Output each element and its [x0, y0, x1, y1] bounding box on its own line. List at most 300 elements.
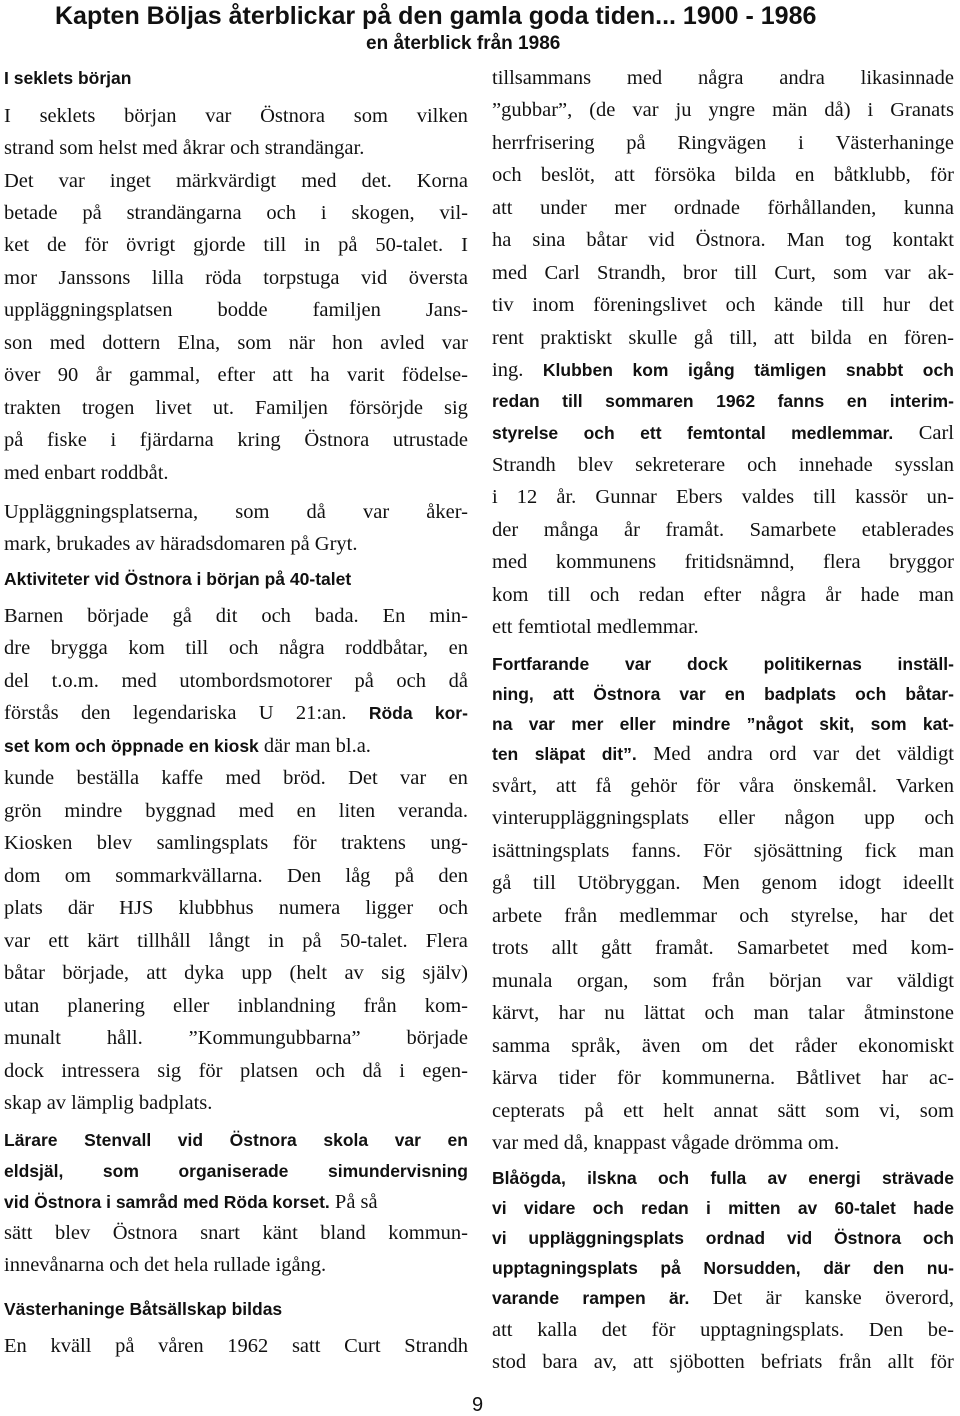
word: intressera [61, 1060, 140, 1082]
word: män [772, 99, 808, 121]
text-line [492, 356, 954, 384]
word: år. [556, 486, 577, 508]
word: att [555, 775, 577, 797]
bold-word: redan [641, 1198, 689, 1218]
word: långt [208, 930, 250, 952]
word: kanske [804, 1287, 862, 1309]
bold-word: ten [492, 744, 519, 764]
word: ket [4, 234, 30, 256]
word: sjöbotten [669, 1351, 745, 1373]
bold-word: na [492, 714, 513, 734]
word: började [406, 1027, 468, 1049]
word: praktiskt [540, 327, 613, 349]
word: många [543, 519, 599, 541]
bold-word: Röda [368, 703, 413, 723]
word: var [400, 767, 427, 789]
word: medlemmar [619, 905, 718, 927]
word: själv) [422, 962, 468, 984]
word: tillsammans [492, 67, 592, 89]
bold-word: Norsudden, [703, 1258, 801, 1278]
bold-word: fulla [710, 1168, 747, 1188]
word: med [301, 170, 337, 192]
bold-word: sommaren [605, 391, 694, 411]
word: be- [927, 1319, 954, 1341]
word: som [833, 262, 868, 284]
word: bland [320, 1222, 366, 1244]
word: att [614, 164, 635, 186]
word: på [584, 1100, 604, 1122]
text-run: ett femtiotal medlemmar. [492, 616, 699, 638]
word: befriats [760, 1351, 823, 1373]
word: arbete [492, 905, 543, 927]
word: Östnora [304, 429, 370, 451]
word: 50-talet. [375, 234, 444, 256]
word: och [739, 905, 769, 927]
bold-text-run: set kom och öppnade en kiosk [4, 736, 259, 756]
word: och [492, 164, 522, 186]
word: och [747, 454, 777, 476]
word: båtklubb, [833, 164, 911, 186]
word: ha [492, 229, 512, 251]
word: då [362, 1060, 382, 1082]
word: i [320, 202, 327, 224]
word: var [205, 105, 232, 127]
text-line [492, 451, 954, 479]
bold-word: tämligen [754, 360, 827, 380]
text-line [492, 1032, 954, 1060]
word: lilla [151, 267, 184, 289]
word: av [344, 962, 364, 984]
bold-word: medlemmar. [791, 423, 894, 443]
word: organ, [576, 970, 629, 992]
word: i [798, 132, 804, 154]
text-line [4, 1157, 468, 1185]
word: vil- [439, 202, 468, 224]
word: Ringvägen [677, 132, 767, 154]
bold-word: och [855, 684, 887, 704]
word: den [80, 702, 111, 724]
word: röda [205, 267, 242, 289]
word: bror [683, 262, 718, 284]
word: bodde [217, 299, 268, 321]
word: mer [614, 197, 647, 219]
bold-word: den [873, 1258, 905, 1278]
word: HJS [119, 897, 154, 919]
text-line [4, 134, 468, 162]
word: gammal, [128, 364, 201, 386]
word: väldigt [897, 970, 954, 992]
bold-word: Fortfarande [492, 654, 590, 674]
word: inblandning [237, 995, 336, 1017]
word: från [564, 905, 598, 927]
word: Östnora. [695, 229, 766, 251]
word: och [228, 637, 259, 659]
word: Curt, [774, 262, 816, 284]
bold-word: en [724, 684, 746, 704]
word: överord, [885, 1287, 954, 1309]
word: upp [241, 962, 273, 984]
word: redan [638, 584, 685, 606]
text-line [492, 1316, 954, 1344]
word: några [697, 67, 744, 89]
word: snart [200, 1222, 240, 1244]
word: hon [332, 332, 363, 354]
bold-word: på [660, 1258, 681, 1278]
text-line [4, 167, 468, 195]
word: kunna [903, 197, 954, 219]
word: blev [54, 1222, 91, 1244]
bold-word: och [583, 423, 615, 443]
text-line [4, 699, 468, 727]
word: klubbhus [178, 897, 254, 919]
bold-word: och [922, 1228, 954, 1248]
word: att [773, 327, 795, 349]
word: legendariska [132, 702, 237, 724]
word: med [626, 67, 663, 89]
word: man [918, 840, 954, 862]
word: hade [860, 584, 900, 606]
word: födelse- [401, 364, 468, 386]
bold-word: en [846, 391, 868, 411]
text-line [4, 426, 468, 454]
bold-word: strävade [881, 1168, 954, 1188]
word: var [812, 743, 840, 765]
word: isättningsplats [492, 840, 610, 862]
word: en [448, 767, 468, 789]
word: åtminstone [863, 1002, 954, 1024]
text-line [4, 764, 468, 792]
bold-word: redan [492, 391, 540, 411]
word: och [924, 807, 954, 829]
word: sommarkvällarna. [115, 865, 263, 887]
bold-word: vidare [523, 1198, 576, 1218]
word: framåt. [665, 519, 725, 541]
word: bilda [810, 327, 852, 349]
word: och [266, 202, 297, 224]
word: några [279, 637, 325, 659]
word: kom [128, 637, 165, 659]
word: Janssons [58, 267, 131, 289]
word: Ebers [675, 486, 723, 508]
word: En [382, 605, 406, 627]
word: fick [864, 840, 897, 862]
word: våren [158, 1335, 204, 1357]
word: till [185, 637, 209, 659]
bold-word: ”något [746, 714, 803, 734]
word: kommunens [555, 551, 657, 573]
word: för [292, 832, 317, 854]
text-line [492, 161, 954, 189]
bold-word: mindre [671, 714, 731, 734]
bold-word: kom [632, 360, 669, 380]
word: och [725, 294, 756, 316]
word: en [448, 637, 468, 659]
word: liten [338, 800, 376, 822]
word: sig [381, 962, 406, 984]
bold-word: ilskna [587, 1168, 637, 1188]
word: sig [444, 397, 468, 419]
word: i [867, 99, 874, 121]
word: som [919, 1100, 954, 1122]
word: ju [675, 99, 692, 121]
word: i [399, 1060, 405, 1082]
word: det [928, 294, 954, 316]
word: var [441, 332, 468, 354]
section-heading: Aktiviteter vid Östnora i början på 40-talet [4, 569, 352, 589]
word: U [258, 702, 274, 724]
word: man [918, 584, 954, 606]
word: Carl [544, 262, 580, 284]
word: ekonomiskt [858, 1035, 954, 1057]
word: livet [155, 397, 192, 419]
word: kalla [537, 1319, 578, 1341]
word: betade [4, 202, 58, 224]
word: kväll [50, 1335, 92, 1357]
word: har [881, 1067, 909, 1089]
word: med [852, 937, 888, 959]
text-line [4, 1089, 468, 1117]
word: Granats [890, 99, 954, 121]
word: bara [542, 1351, 578, 1373]
bold-word: nu- [926, 1258, 954, 1278]
word: Gunnar [595, 486, 657, 508]
word: språk, [571, 1035, 621, 1057]
text-line [4, 1126, 468, 1154]
word: allt [887, 1351, 914, 1373]
word: sätt [4, 1222, 33, 1244]
text-line [4, 1332, 468, 1360]
word: tog [845, 229, 872, 251]
word: ”Kommungubbarna” [188, 1027, 361, 1049]
text-run: med enbart roddbåt. [4, 462, 169, 484]
word: dit [215, 605, 238, 627]
word: svårt, [492, 775, 537, 797]
word: kommunerna. [661, 1067, 776, 1089]
word: samma [492, 1035, 551, 1057]
word: roddbåtar, [345, 637, 429, 659]
text-line [4, 894, 468, 922]
word: 12 [516, 486, 538, 508]
bold-word: en [447, 1130, 468, 1150]
text-line [492, 1284, 954, 1312]
bold-word: vid [786, 1228, 813, 1248]
word: för [930, 164, 954, 186]
word: (de [589, 99, 616, 121]
word: der [492, 519, 519, 541]
word: att [492, 1319, 513, 1341]
word: son [4, 332, 33, 354]
word: varit [346, 364, 385, 386]
word: år [825, 584, 842, 606]
text-line [4, 732, 468, 760]
word: uppläggningsplatsen [4, 299, 173, 321]
bold-word: kor- [434, 703, 468, 723]
bold-word: Klubben [542, 360, 613, 380]
word: för [651, 1319, 676, 1341]
word: grön [4, 800, 42, 822]
word: sekreterare [635, 454, 726, 476]
word: fanns. [631, 840, 681, 862]
word: ett [623, 1100, 644, 1122]
word: kom- [910, 937, 954, 959]
word: i [110, 429, 117, 451]
word: mindre [64, 800, 123, 822]
bold-word: till [562, 391, 583, 411]
bold-word: ett [640, 423, 662, 443]
word: valdes [741, 486, 795, 508]
bold-word: att [552, 684, 575, 704]
bold-word: Stenvall [84, 1130, 152, 1150]
word: på [338, 234, 358, 256]
text-line [492, 1194, 954, 1222]
word: munala [492, 970, 553, 992]
word: fjärdarna [139, 429, 214, 451]
text-line [492, 772, 954, 800]
word: bröd. [283, 767, 326, 789]
word: Man [786, 229, 825, 251]
word: i [492, 486, 498, 508]
text-line [492, 419, 954, 447]
text-line [4, 602, 468, 630]
word: idogt [838, 872, 882, 894]
word: Carl [918, 422, 954, 444]
word: mor [4, 267, 38, 289]
word: kring [237, 429, 281, 451]
bold-word: i [705, 1198, 711, 1218]
word: om [701, 1035, 728, 1057]
word: tider [558, 1067, 597, 1089]
word: kärt [87, 930, 119, 952]
word: Korna [416, 170, 468, 192]
word: man [753, 1002, 789, 1024]
word: sjösättning [753, 840, 843, 862]
text-line [492, 869, 954, 897]
word: annat [713, 1100, 758, 1122]
word: det [601, 1319, 627, 1341]
word: med [492, 262, 528, 284]
text-line [4, 829, 468, 857]
word: övrigt [126, 234, 176, 256]
bold-word: femtontal [686, 423, 766, 443]
word: gå [693, 327, 714, 349]
word: Västerhaninge [835, 132, 954, 154]
word: sätt [777, 1100, 806, 1122]
text-run: innevånarna och det hela rullade igång. [4, 1254, 327, 1276]
word: från [838, 1351, 872, 1373]
word: nu [604, 1002, 625, 1024]
word: var [846, 970, 873, 992]
word: med [49, 332, 85, 354]
bold-word: och [657, 1168, 690, 1188]
word: Elna, [177, 332, 221, 354]
word: vinteruppläggningsplats [492, 807, 690, 829]
word: kommun- [388, 1222, 468, 1244]
word: Jans- [425, 299, 468, 321]
text-line [492, 1348, 954, 1376]
word: fritidsnämnd, [684, 551, 795, 573]
word: som [235, 501, 270, 523]
word: önskemål. [793, 775, 877, 797]
word: efter [217, 364, 256, 386]
word: med [238, 800, 274, 822]
word: sysslan [894, 454, 954, 476]
bold-word: dock [686, 654, 728, 674]
word: Samarbete [749, 519, 837, 541]
text-line [492, 837, 954, 865]
word: familjen [312, 299, 381, 321]
word: för [84, 234, 109, 256]
word: upp [864, 807, 895, 829]
bold-word: skola [323, 1130, 369, 1150]
word: några [760, 584, 807, 606]
word: Den [286, 865, 322, 887]
article-title: Kapten Böljas återblickar på den gamla goda tiden... 1900 - 1986 [55, 2, 817, 30]
text-line [492, 483, 954, 511]
text-line [492, 650, 954, 678]
word: 90 [57, 364, 79, 386]
word: tiv [492, 294, 514, 316]
bold-word: släpat [534, 744, 586, 764]
word: gehör [630, 775, 678, 797]
word: den [438, 865, 468, 887]
word: det [748, 1035, 774, 1057]
word: även [641, 1035, 681, 1057]
word: I [4, 105, 11, 127]
word: kassör [855, 486, 908, 508]
text-line [492, 581, 954, 609]
word: under [540, 197, 587, 219]
bold-word: Blåögda, [492, 1168, 566, 1188]
bold-word: organiserade [178, 1161, 289, 1181]
word: inget [109, 170, 151, 192]
word: år [95, 364, 112, 386]
word: utan [4, 995, 40, 1017]
word: kom [492, 584, 529, 606]
bold-word: snabbt [845, 360, 904, 380]
bold-word: var [624, 654, 652, 674]
word: numera [278, 897, 341, 919]
word: beställa [76, 767, 140, 789]
word: ”gubbar”, [492, 99, 573, 121]
word: då) [824, 99, 851, 121]
text-line [492, 548, 954, 576]
bold-word: fanns [777, 391, 825, 411]
word: etablerades [861, 519, 954, 541]
text-line [4, 797, 468, 825]
bold-word: simundervisning [327, 1161, 468, 1181]
bold-word: Östnora [833, 1228, 902, 1248]
word: blev [96, 832, 133, 854]
word: flera [823, 551, 861, 573]
word: bilda [734, 164, 776, 186]
word: in [268, 930, 285, 952]
bold-word: var [679, 684, 706, 704]
word: in [304, 234, 321, 256]
bold-word: båtar- [905, 684, 954, 704]
text-line [492, 387, 954, 415]
word: var [58, 170, 85, 192]
word: seklets [39, 105, 96, 127]
text-line [492, 516, 954, 544]
word: båtar [4, 962, 45, 984]
word: förstås [4, 702, 59, 724]
word: ak- [927, 262, 954, 284]
word: kunde [4, 767, 55, 789]
word: för [198, 1060, 223, 1082]
word: Det [4, 170, 34, 192]
word: munalt [4, 1027, 61, 1049]
word: att [146, 962, 167, 984]
